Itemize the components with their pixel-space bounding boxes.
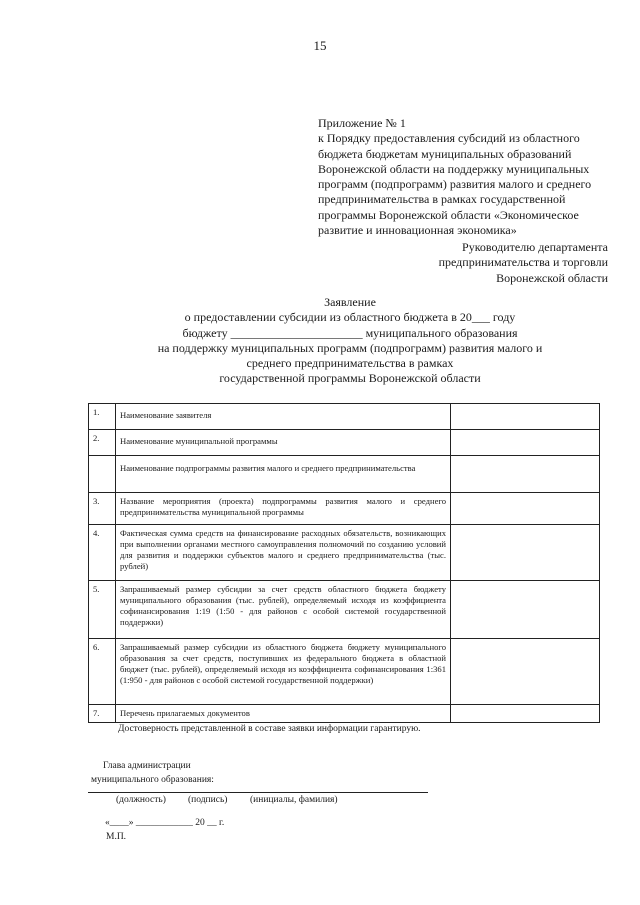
row-value-field[interactable] bbox=[451, 404, 600, 430]
table-row bbox=[89, 581, 600, 639]
table-row bbox=[89, 430, 600, 456]
row-number: 7. bbox=[89, 705, 116, 723]
addressee-line: Воронежской области bbox=[496, 270, 608, 285]
addressee-block bbox=[380, 240, 608, 286]
statement-line: о предоставлении субсидии из областного бюджета в 20___ году bbox=[184, 310, 516, 325]
table-row bbox=[89, 456, 600, 493]
table-row bbox=[89, 404, 600, 430]
appendix-line: Приложение № 1 bbox=[318, 116, 406, 130]
table-row bbox=[89, 525, 600, 581]
application-form-table bbox=[88, 403, 600, 723]
statement-title: Заявление bbox=[324, 295, 376, 309]
statement-heading bbox=[120, 295, 580, 387]
position-caption: (должность) bbox=[116, 795, 166, 805]
appendix-line: бюджета бюджетам муниципальных образований bbox=[318, 146, 572, 161]
row-value-field[interactable] bbox=[451, 493, 600, 525]
page-number: 15 bbox=[313, 38, 327, 53]
addressee-line: Руководителю департамента bbox=[462, 240, 608, 254]
appendix-line: предпринимательства в рамках государственной bbox=[318, 192, 566, 207]
row-number: 1. bbox=[89, 404, 116, 430]
row-value-field[interactable] bbox=[451, 430, 600, 456]
row-label: Название мероприятия (проекта) подпрограммы развития малого и среднего предпринимательства муниципальной программы bbox=[116, 493, 451, 525]
row-value-field[interactable] bbox=[451, 581, 600, 639]
row-label: Наименование подпрограммы развития малого и среднего предпринимательства bbox=[116, 456, 451, 493]
stamp-placeholder: М.П. bbox=[106, 832, 127, 842]
appendix-heading bbox=[318, 116, 598, 238]
name-caption: (инициалы, фамилия) bbox=[250, 795, 338, 805]
addressee-line: предпринимательства и торговли bbox=[438, 255, 608, 270]
row-value-field[interactable] bbox=[451, 639, 600, 705]
row-number: 4. bbox=[89, 525, 116, 581]
row-label: Наименование заявителя bbox=[116, 404, 451, 430]
statement-line: на поддержку муниципальных программ (подпрограмм) развития малого и bbox=[157, 340, 543, 355]
row-value-field[interactable] bbox=[451, 525, 600, 581]
signatory-organization: муниципального образования: bbox=[91, 775, 214, 785]
row-value-field[interactable] bbox=[451, 705, 600, 723]
guarantee-statement: Достоверность представленной в составе заявки информации гарантирую. bbox=[118, 724, 421, 734]
appendix-line: к Порядку предоставления субсидий из областного bbox=[318, 131, 580, 146]
signature-line bbox=[88, 792, 428, 793]
row-label: Наименование муниципальной программы bbox=[116, 430, 451, 456]
row-label: Запрашиваемый размер субсидии из областного бюджета бюджету муниципального образования за счет средств, поступивших из федерального бюджета в областной бюджет (тыс. рублей), определяемый исходя из коэффициента софинансирования 1:361 (1:950 - для районов с особой системой государственной поддержки) bbox=[116, 639, 451, 705]
row-number bbox=[89, 456, 116, 493]
statement-line: бюджету ______________________ муниципального образования bbox=[182, 325, 518, 340]
row-number: 3. bbox=[89, 493, 116, 525]
appendix-line: программ (подпрограмм) развития малого и среднего bbox=[318, 177, 592, 192]
appendix-line: развитие и инновационная экономика» bbox=[318, 223, 517, 238]
date-line: «____» ____________ 20 __ г. bbox=[105, 818, 225, 828]
row-label: Перечень прилагаемых документов bbox=[116, 705, 451, 723]
statement-line: государственной программы Воронежской области bbox=[219, 371, 481, 386]
row-number: 2. bbox=[89, 430, 116, 456]
row-value-field[interactable] bbox=[451, 456, 600, 493]
row-number: 5. bbox=[89, 581, 116, 639]
signatory-title: Глава администрации bbox=[103, 761, 191, 771]
row-number: 6. bbox=[89, 639, 116, 705]
table-row bbox=[89, 705, 600, 723]
appendix-line: программы Воронежской области «Экономическое bbox=[318, 207, 579, 222]
signature-caption: (подпись) bbox=[188, 795, 228, 805]
row-label: Фактическая сумма средств на финансирование расходных обязательств, возникающих при выполнении органами местного самоуправления полномочий по созданию условий для развития и поддержки субъектов малого и среднего предпринимательства (тыс. рублей) bbox=[116, 525, 451, 581]
table-row bbox=[89, 493, 600, 525]
table-row bbox=[89, 639, 600, 705]
statement-line: среднего предпринимательства в рамках bbox=[246, 356, 454, 371]
appendix-line: Воронежской области на поддержку муниципальных bbox=[318, 161, 590, 176]
row-label: Запрашиваемый размер субсидии за счет средств областного бюджета бюджету муниципального образования (тыс. рублей), определяемый исходя из коэффициента софинансирования 1:19 (1:50 - для районов с особой системой государственной поддержки) bbox=[116, 581, 451, 639]
